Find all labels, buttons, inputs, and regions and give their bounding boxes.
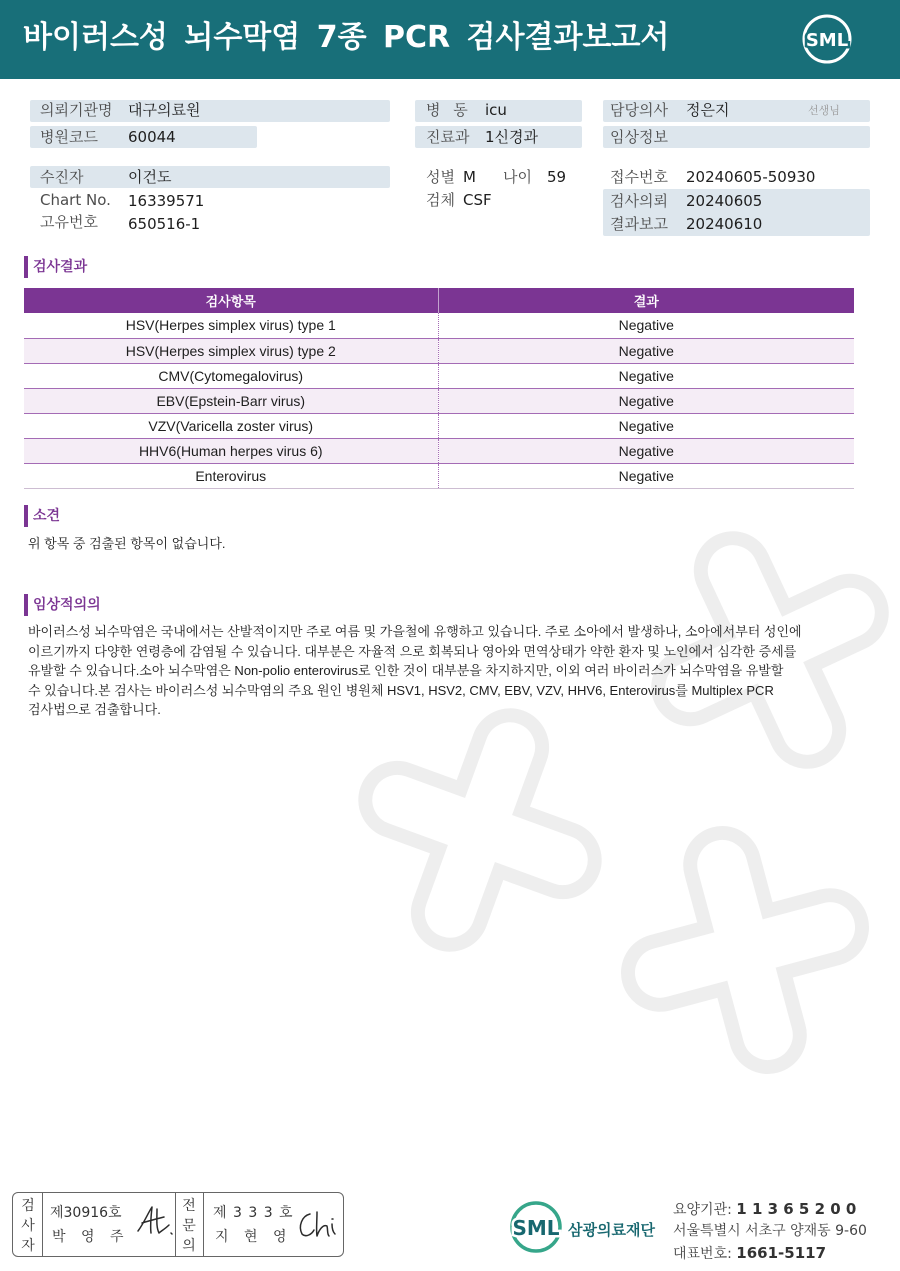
ward-label: 병 동 bbox=[426, 101, 468, 119]
signature-stroke bbox=[138, 1207, 172, 1234]
section-accent-bar bbox=[24, 505, 28, 527]
org-address: 서울특별시 서초구 양재동 9-60 bbox=[673, 1223, 867, 1239]
results-section-heading bbox=[24, 256, 87, 278]
examiner-name: 박 영 주 bbox=[52, 1229, 124, 1245]
result-row bbox=[24, 338, 854, 363]
opinion-section-title: 소견 bbox=[33, 508, 61, 524]
specialist-name: 지 현 영 bbox=[215, 1229, 287, 1245]
result-value-cell: Negative bbox=[438, 438, 854, 463]
ward-value: icu bbox=[485, 101, 507, 119]
chart-no-label: Chart No. bbox=[40, 191, 111, 209]
examiner-signature bbox=[134, 1203, 174, 1237]
logo-text: SML bbox=[805, 30, 849, 51]
patient-field-bg bbox=[30, 166, 390, 188]
watermark-cross bbox=[598, 803, 892, 1097]
signature-divider bbox=[42, 1193, 43, 1256]
department-label: 진료과 bbox=[426, 128, 470, 146]
clinical-info-label: 임상정보 bbox=[610, 128, 668, 146]
sml-org-logo bbox=[508, 1199, 564, 1255]
signature-divider bbox=[203, 1193, 204, 1256]
results-section-title: 검사결과 bbox=[33, 259, 88, 275]
significance-section-title: 임상적의의 bbox=[33, 597, 101, 613]
paragraph-line: 이르기까지 다양한 연령층에 감염될 수 있습니다. 대부분은 자율적 으로 회복되나 영아와 면역상태가 약한 환자 및 노인에서 심각한 증세를 bbox=[28, 643, 797, 659]
signature-box bbox=[12, 1192, 344, 1257]
age-label: 나이 bbox=[503, 168, 532, 186]
significance-paragraph bbox=[28, 622, 873, 720]
report-date-value: 20240610 bbox=[686, 215, 763, 233]
result-item-cell: VZV(Varicella zoster virus) bbox=[24, 413, 438, 438]
phone-label: 대표번호: bbox=[673, 1246, 732, 1262]
phone-number: 1661-5117 bbox=[736, 1244, 827, 1262]
results-table-body bbox=[24, 313, 854, 488]
hospital-code-value: 60044 bbox=[128, 128, 176, 146]
result-item-cell: EBV(Epstein-Barr virus) bbox=[24, 388, 438, 413]
result-item-cell: HSV(Herpes simplex virus) type 1 bbox=[24, 313, 438, 338]
report-title: 바이러스성 뇌수막염 7종 PCR 검사결과보고서 bbox=[23, 20, 670, 55]
org-name: 삼광의료재단 bbox=[568, 1221, 655, 1239]
care-institution-label: 요양기관: bbox=[673, 1202, 732, 1218]
report-date-label: 결과보고 bbox=[610, 215, 668, 233]
hospital-code-label: 병원코드 bbox=[40, 128, 98, 146]
doctor-suffix: 선생님 bbox=[808, 104, 840, 117]
doctor-value: 정은지 bbox=[686, 101, 730, 119]
signature-stroke bbox=[300, 1212, 335, 1236]
result-row bbox=[24, 388, 854, 413]
request-date-value: 20240605 bbox=[686, 192, 763, 210]
doctor-label: 담당의사 bbox=[610, 101, 668, 119]
paragraph-line: 바이러스성 뇌수막염은 국내에서는 산발적이지만 주로 여름 및 가을철에 유행하고 있습니다. 주로 소아에서 발생하나, 소아에서부터 성인에 bbox=[28, 624, 802, 639]
results-table bbox=[24, 288, 854, 489]
unique-no-value: 650516-1 bbox=[128, 215, 201, 233]
sml-logo bbox=[800, 12, 854, 66]
specialist-license: 제 3 3 3 호 bbox=[213, 1205, 293, 1221]
specialist-role-label: 전문의 bbox=[182, 1198, 196, 1254]
result-row bbox=[24, 438, 854, 463]
patient-label: 수진자 bbox=[40, 168, 84, 186]
result-item-cell: HHV6(Human herpes virus 6) bbox=[24, 438, 438, 463]
institution-label: 의뢰기관명 bbox=[40, 101, 113, 119]
paragraph-line: 검사법으로 검출합니다. bbox=[28, 702, 161, 717]
result-row bbox=[24, 463, 854, 488]
significance-section-heading bbox=[24, 594, 101, 616]
results-table-head bbox=[24, 288, 854, 313]
section-accent-bar bbox=[24, 594, 28, 616]
result-row bbox=[24, 363, 854, 388]
result-value-cell: Negative bbox=[438, 413, 854, 438]
specialist-signature bbox=[296, 1208, 338, 1238]
receipt-no-label: 접수번호 bbox=[610, 168, 668, 186]
receipt-no-value: 20240605-50930 bbox=[686, 168, 816, 186]
result-value-cell: Negative bbox=[438, 338, 854, 363]
result-row bbox=[24, 313, 854, 338]
chart-no-value: 16339571 bbox=[128, 192, 205, 210]
result-item-cell: HSV(Herpes simplex virus) type 2 bbox=[24, 338, 438, 363]
age-value: 59 bbox=[547, 168, 567, 186]
specimen-value: CSF bbox=[463, 191, 492, 209]
result-value-cell: Negative bbox=[438, 363, 854, 388]
care-institution-number: 1 1 3 6 5 2 0 0 bbox=[736, 1200, 857, 1218]
department-value: 1신경과 bbox=[485, 128, 539, 146]
column-header-item: 검사항목 bbox=[24, 288, 438, 313]
result-value-cell: Negative bbox=[438, 313, 854, 338]
results-header-row bbox=[24, 288, 854, 313]
signature-divider bbox=[175, 1193, 176, 1256]
result-value-cell: Negative bbox=[438, 388, 854, 413]
specimen-label: 검체 bbox=[426, 191, 455, 209]
result-row bbox=[24, 413, 854, 438]
result-value-cell: Negative bbox=[438, 463, 854, 488]
examiner-license: 제30916호 bbox=[50, 1205, 122, 1221]
patient-value: 이건도 bbox=[128, 168, 172, 186]
report-header bbox=[0, 0, 900, 79]
column-header-result: 결과 bbox=[438, 288, 854, 313]
opinion-section-heading bbox=[24, 505, 60, 527]
paragraph-line: 수 있습니다.본 검사는 바이러스성 뇌수막염의 주요 원인 병원체 HSV1, HSV2, CMV, EBV, VZV, HHV6, Enterovirus를 Multiplex PCR bbox=[28, 682, 774, 698]
sex-value: M bbox=[463, 168, 476, 186]
section-accent-bar bbox=[24, 256, 28, 278]
care-institution-line bbox=[673, 1198, 898, 1220]
sex-label: 성별 bbox=[426, 168, 455, 186]
watermark-cross bbox=[326, 676, 634, 984]
result-item-cell: Enterovirus bbox=[24, 463, 438, 488]
opinion-text: 위 항목 중 검출된 항목이 없습니다. bbox=[28, 536, 226, 551]
request-date-label: 검사의뢰 bbox=[610, 192, 668, 210]
result-item-cell: CMV(Cytomegalovirus) bbox=[24, 363, 438, 388]
paragraph-line: 유발할 수 있습니다.소아 뇌수막염은 Non-polio enterovirus로 인한 것이 대부분을 차지하지만, 이외 여러 바이러스가 뇌수막염을 유발할 bbox=[28, 663, 784, 678]
examiner-role-label: 검사자 bbox=[21, 1198, 35, 1254]
logo-text: SML bbox=[512, 1216, 560, 1240]
unique-no-label: 고유번호 bbox=[40, 213, 98, 231]
phone-line bbox=[673, 1242, 898, 1264]
institution-value: 대구의료원 bbox=[128, 101, 201, 119]
